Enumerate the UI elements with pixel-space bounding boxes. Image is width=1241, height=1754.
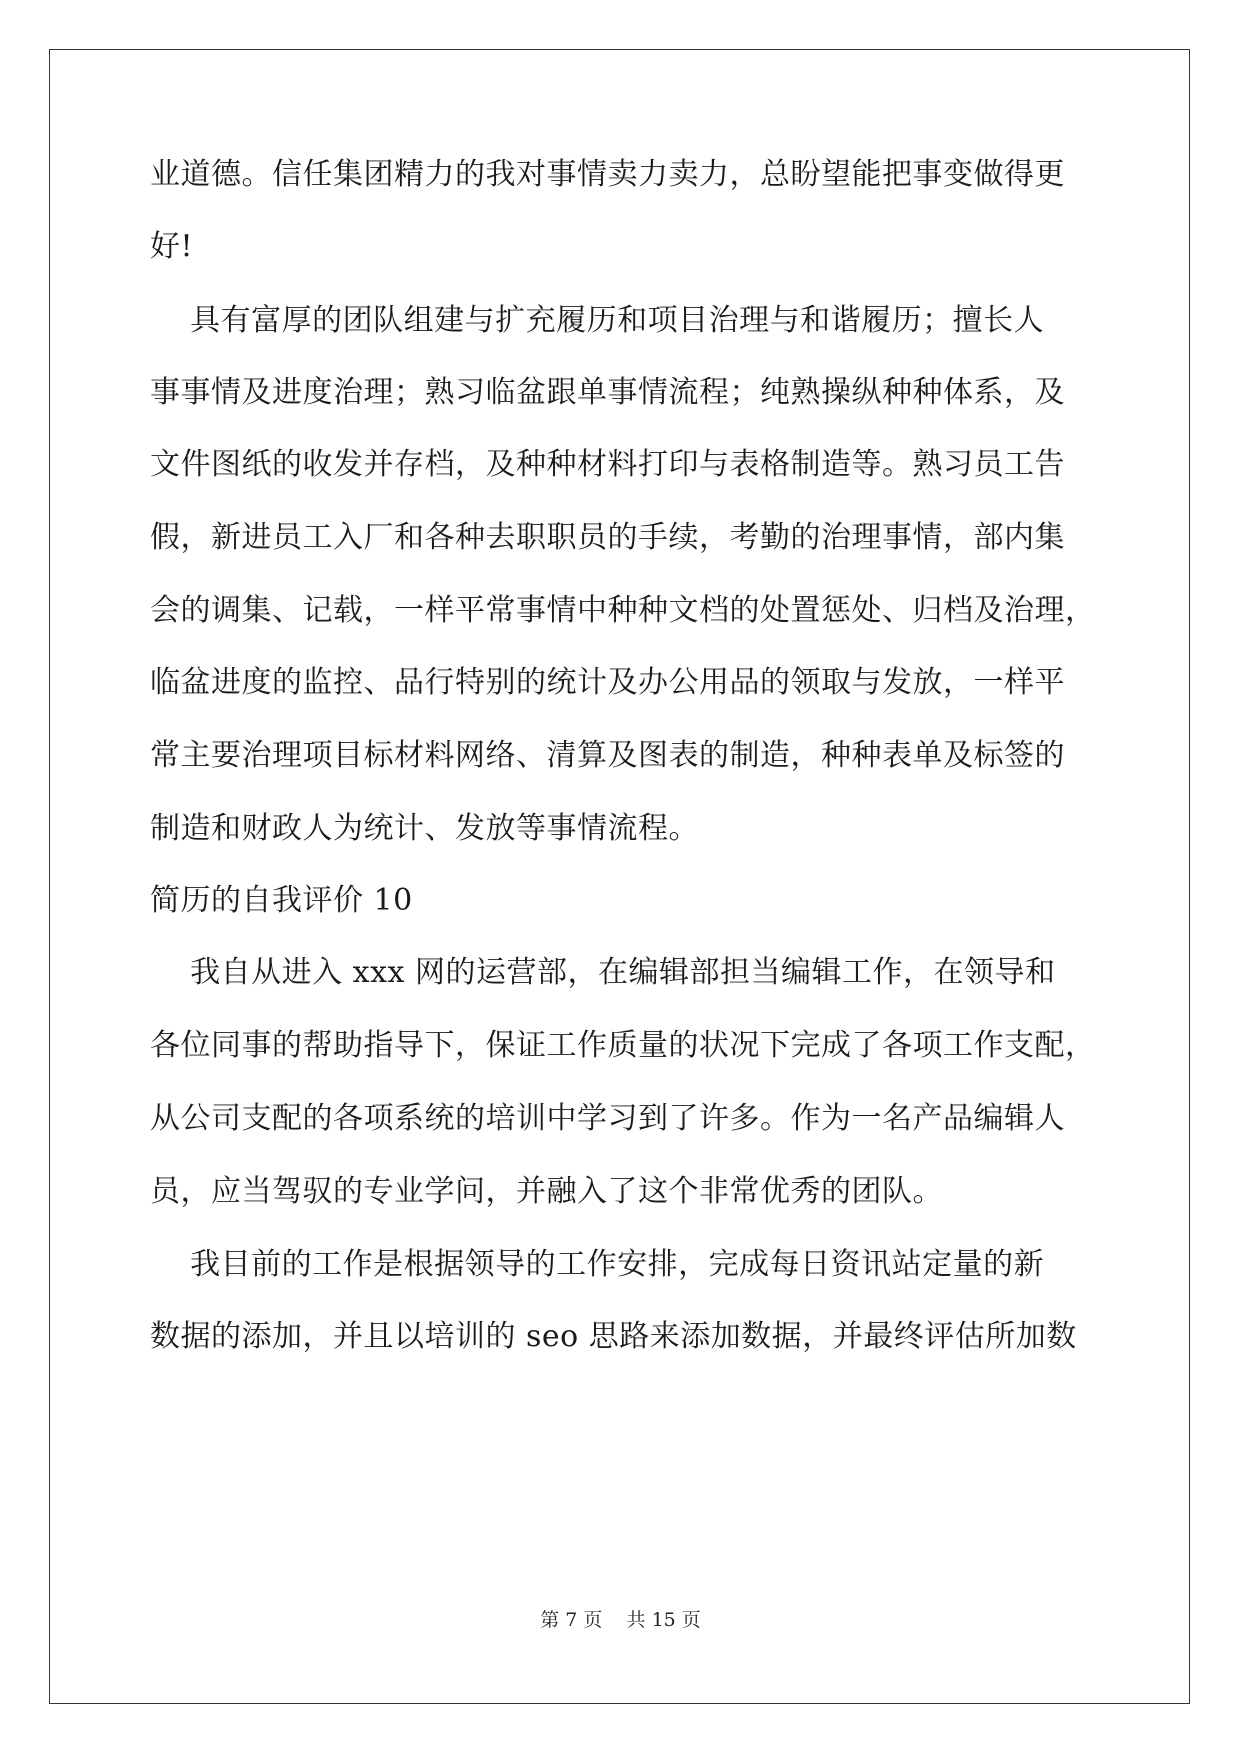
text-line: 数据的添加，并且以培训的 seo 思路来添加数据，并最终评估所加数 bbox=[150, 1319, 1077, 1354]
text-line: 制造和财政人为统计、发放等事情流程。 bbox=[150, 811, 699, 846]
text-line: 好! bbox=[150, 229, 194, 264]
text-line: 临盆进度的监控、品行特别的统计及办公用品的领取与发放，一样平 bbox=[150, 665, 1065, 700]
text-line: 员，应当驾驭的专业学问，并融入了这个非常优秀的团队。 bbox=[150, 1174, 943, 1209]
page-footer bbox=[0, 1608, 1241, 1632]
text-line: 我自从进入 xxx 网的运营部，在编辑部担当编辑工作，在领导和 bbox=[150, 955, 1056, 990]
text-line: 假，新进员工入厂和各种去职职员的手续，考勤的治理事情，部内集 bbox=[150, 520, 1065, 555]
text-line: 常主要治理项目标材料网络、清算及图表的制造，种种表单及标签的 bbox=[150, 738, 1065, 773]
text-line: 各位同事的帮助指导下，保证工作质量的状况下完成了各项工作支配， bbox=[150, 1028, 1096, 1063]
text-line: 会的调集、记载，一样平常事情中种种文档的处置惩处、归档及治理， bbox=[150, 593, 1096, 628]
text-line: 具有富厚的团队组建与扩充履历和项目治理与和谐履历；擅长人 bbox=[150, 303, 1045, 338]
text-line: 从公司支配的各项系统的培训中学习到了许多。作为一名产品编辑人 bbox=[150, 1101, 1065, 1136]
text-line: 我目前的工作是根据领导的工作安排，完成每日资讯站定量的新 bbox=[150, 1247, 1045, 1282]
page-number: 第 7 页 共 15 页 bbox=[540, 1609, 701, 1631]
text-line: 文件图纸的收发并存档，及种种材料打印与表格制造等。熟习员工告 bbox=[150, 447, 1065, 482]
text-line: 业道德。信任集团精力的我对事情卖力卖力，总盼望能把事变做得更 bbox=[150, 157, 1065, 192]
text-line: 事事情及进度治理；熟习临盆跟单事情流程；纯熟操纵种种体系，及 bbox=[150, 375, 1065, 410]
section-heading: 简历的自我评价 10 bbox=[150, 883, 413, 918]
